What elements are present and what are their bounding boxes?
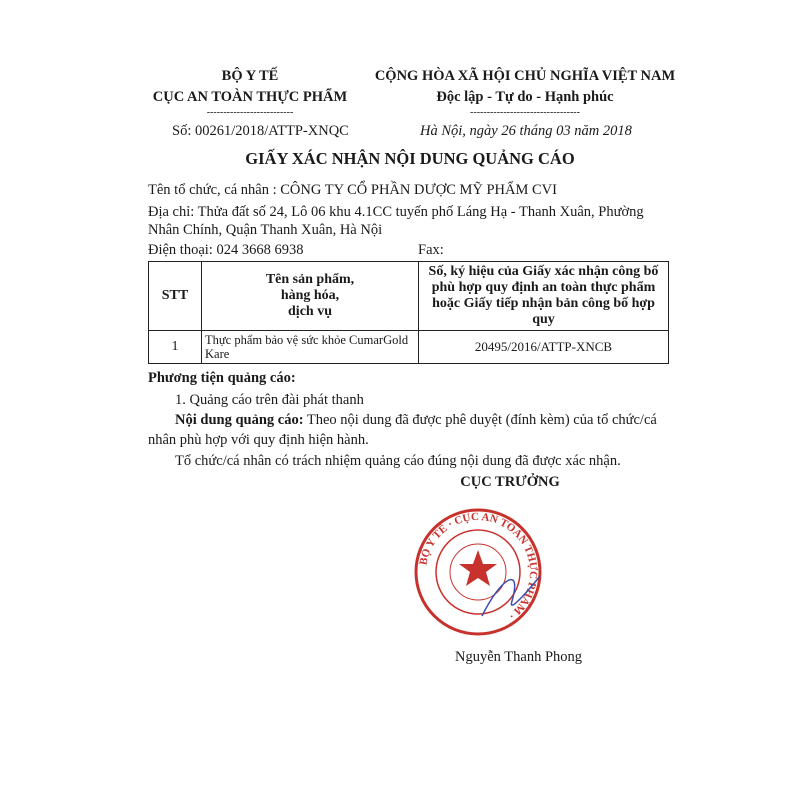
content-label: Nội dung quảng cáo: [175,412,304,428]
document-number: Số: 00261/2018/ATTP-XNQC [172,123,349,139]
official-stamp-icon [412,506,544,638]
content-paragraph [175,411,657,429]
ministry-name: BỘ Y TẾ [221,68,279,84]
media-heading: Phương tiện quảng cáo: [148,370,296,386]
document-date: Hà Nội, ngày 26 tháng 03 năm 2018 [420,123,632,139]
country-name: CỘNG HÒA XÃ HỘI CHỦ NGHĨA VIỆT NAM [374,68,676,84]
cell-certificate: 20495/2016/ATTP-XNCB [419,331,669,364]
responsibility: Tổ chức/cá nhân có trách nhiệm quảng cáo đúng nội dung đã được xác nhận. [175,453,621,469]
header-product: Tên sản phẩm, hàng hóa, dịch vụ [202,262,419,331]
table-header [149,262,669,331]
header-certificate: Số, ký hiệu của Giấy xác nhận công bố phù hợp quy định an toàn thực phẩm hoặc Giấy tiếp nhận bản công bố hợp quy [419,262,669,331]
address-line1: Địa chỉ: Thửa đất số 24, Lô 06 khu 4.1CC tuyến phố Láng Hạ - Thanh Xuân, Phường [148,204,644,220]
agency-name: CỤC AN TOÀN THỰC PHẨM [152,89,348,105]
organization: Tên tổ chức, cá nhân : CÔNG TY CỔ PHẦN DƯỢC MỸ PHẨM CVI [148,182,557,198]
document-title: GIẤY XÁC NHẬN NỘI DUNG QUẢNG CÁO [245,149,575,168]
divider: -------------------------- [206,107,294,118]
content-text: Theo nội dung đã được phê duyệt (đính kèm) của tổ chức/cá [303,412,657,428]
product-table [148,261,669,364]
phone: Điện thoại: 024 3668 6938 [148,242,304,258]
svg-text:BỘ Y TẾ · CỤC AN TOÀN THỰC PHẨ: BỘ Y TẾ · CỤC AN TOÀN THỰC PHẨM · [417,510,540,622]
cell-stt: 1 [149,331,202,364]
address-line2: Nhân Chính, Quận Thanh Xuân, Hà Nội [148,222,383,238]
signatory-title: CỤC TRƯỞNG [460,474,560,490]
header-stt: STT [149,262,202,331]
table-row [149,331,669,364]
cell-product: Thực phẩm bảo vệ sức khỏe CumarGold Kare [202,331,419,364]
fax: Fax: [418,242,444,258]
content-text-line2: nhân phù hợp với quy định hiện hành. [148,432,369,448]
motto: Độc lập - Tự do - Hạnh phúc [436,89,614,105]
divider: --------------------------------- [470,107,580,118]
media-item: 1. Quảng cáo trên đài phát thanh [175,392,364,408]
signatory-name: Nguyễn Thanh Phong [455,649,583,665]
